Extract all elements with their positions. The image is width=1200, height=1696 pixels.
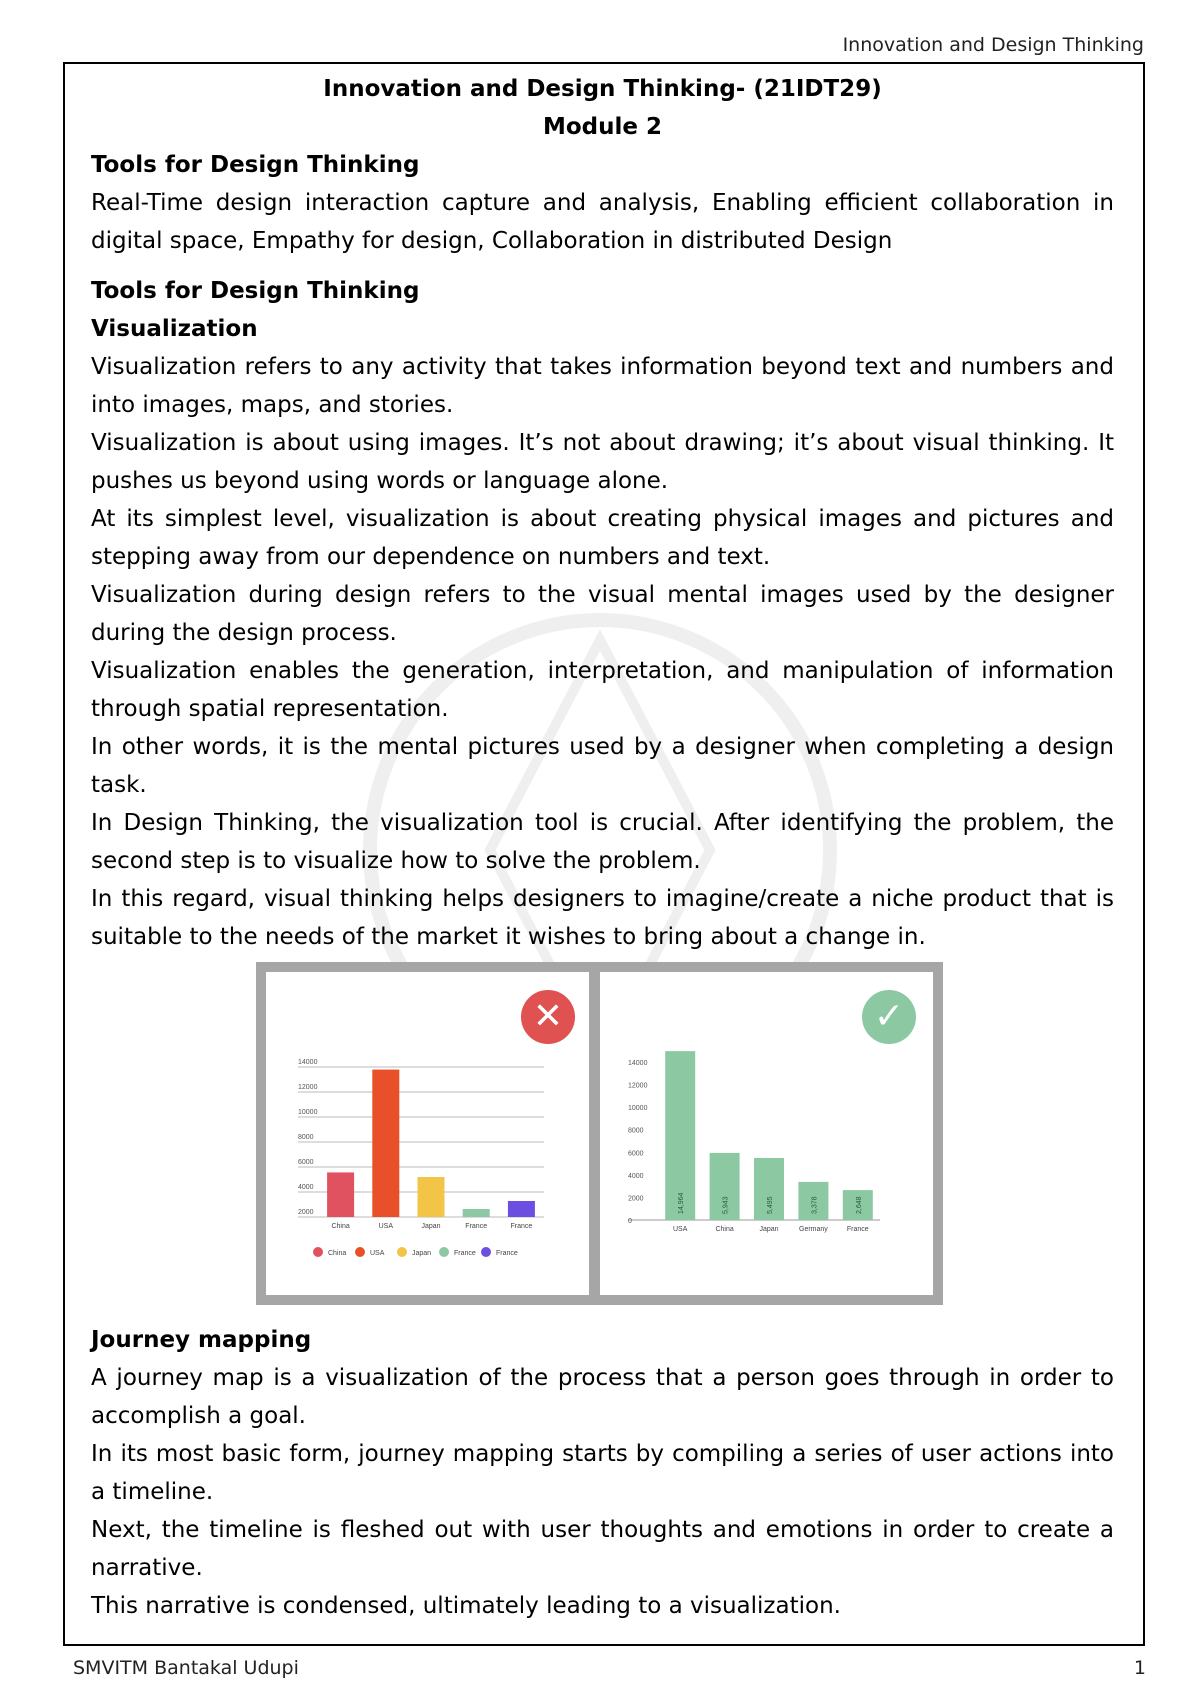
y-tick-label: 10000 [628, 1105, 648, 1113]
data-label: 5,495 [767, 1196, 774, 1214]
legend-label: France [496, 1250, 518, 1257]
y-tick-label: 4000 [628, 1172, 644, 1180]
bad-chart-panel [266, 972, 589, 1295]
legend-swatch [481, 1247, 491, 1257]
legend-label: China [328, 1250, 347, 1257]
legend-label: USA [370, 1250, 385, 1257]
y-tick-label: 8000 [298, 1134, 314, 1141]
legend-swatch [313, 1247, 323, 1257]
paragraph: A journey map is a visualization of the process that a person goes through in order to accomplish a goal. [91, 1365, 1114, 1429]
bar [372, 1070, 399, 1217]
x-tick-label: China [715, 1226, 734, 1233]
x-tick-label: China [331, 1223, 350, 1230]
section1-text: Real-Time design interaction capture and analysis, Enabling efficient collaboration in digital space, Empathy for design, Collaboration in distributed Design [91, 190, 1114, 254]
y-tick-label: 2000 [628, 1195, 644, 1203]
section1-heading: Tools for Design Thinking [91, 152, 420, 178]
data-label: 3,378 [811, 1196, 819, 1214]
y-tick-label: 4000 [298, 1184, 314, 1191]
legend-swatch [397, 1247, 407, 1257]
running-header: Innovation and Design Thinking [842, 34, 1144, 56]
bar [508, 1201, 535, 1217]
y-tick-label: 12000 [298, 1084, 318, 1091]
cross-icon: ✕ [521, 990, 575, 1044]
chart-comparison-figure [256, 962, 943, 1305]
x-tick-label: France [846, 1226, 869, 1233]
x-tick-label: Japan [759, 1226, 779, 1233]
x-tick-label: France [465, 1223, 488, 1230]
y-tick-label: 6000 [628, 1150, 644, 1158]
x-tick-label: USA [378, 1223, 394, 1230]
paragraph: In other words, it is the mental pictures used by a designer when completing a design task. [91, 734, 1114, 798]
paragraph: Visualization during design refers to the visual mental images used by the designer during the design process. [91, 582, 1114, 646]
x-tick-label: France [510, 1223, 533, 1230]
paragraph: Visualization is about using images. It’s not about drawing; it’s about visual thinking. It pushes us beyond using words or language alone. [91, 430, 1114, 494]
y-tick-label: 14000 [298, 1059, 318, 1066]
paragraph: In Design Thinking, the visualization tool is crucial. After identifying the problem, the second step is to visualize how to solve the problem. [91, 810, 1114, 874]
paragraph: Visualization refers to any activity that takes information beyond text and numbers and into images, maps, and stories. [91, 354, 1114, 418]
document-body [91, 70, 1114, 1625]
data-label: 14,964 [678, 1192, 686, 1214]
page-number: 1 [1133, 1657, 1146, 1679]
paragraph: Visualization enables the generation, interpretation, and manipulation of information through spatial representation. [91, 658, 1114, 722]
footer-institution: SMVITM Bantakal Udupi [73, 1657, 299, 1679]
y-tick-label: 2000 [298, 1209, 314, 1216]
legend-label: Japan [412, 1250, 432, 1257]
section2-heading: Tools for Design Thinking [91, 278, 420, 304]
bar [327, 1172, 354, 1217]
x-tick-label: Germany [799, 1226, 828, 1233]
legend-label: France [454, 1250, 476, 1257]
y-tick-label: 8000 [628, 1127, 644, 1135]
x-tick-label: Japan [421, 1223, 441, 1230]
paragraph: In its most basic form, journey mapping starts by compiling a series of user actions into a timeline. [91, 1441, 1114, 1505]
journey-mapping-heading: Journey mapping [91, 1327, 312, 1353]
good-bar-chart [600, 972, 933, 1295]
check-icon: ✓ [862, 990, 916, 1044]
paragraph: Next, the timeline is fleshed out with user thoughts and emotions in order to create a narrative. [91, 1517, 1114, 1581]
data-label: 2,648 [855, 1196, 863, 1214]
y-tick-label: 10000 [298, 1109, 318, 1116]
legend-swatch [439, 1247, 449, 1257]
paragraph: At its simplest level, visualization is about creating physical images and pictures and stepping away from our dependence on numbers and text. [91, 506, 1114, 570]
good-chart-panel [600, 972, 933, 1295]
document-title: Innovation and Design Thinking- (21IDT29) [323, 76, 882, 102]
y-tick-label: 6000 [298, 1159, 314, 1166]
y-tick-label: 14000 [628, 1060, 648, 1067]
visualization-heading: Visualization [91, 316, 258, 342]
y-tick-label: 0 [628, 1218, 632, 1225]
paragraph: In this regard, visual thinking helps designers to imagine/create a niche product that is suitable to the needs of the market it wishes to bring about a change in. [91, 886, 1114, 950]
data-label: 5,943 [722, 1196, 730, 1214]
module-title: Module 2 [542, 114, 663, 140]
paragraph: This narrative is condensed, ultimately leading to a visualization. [91, 1593, 841, 1619]
bar [418, 1177, 445, 1217]
bar [463, 1209, 490, 1217]
x-tick-label: USA [672, 1226, 688, 1233]
y-tick-label: 12000 [628, 1082, 648, 1090]
bad-bar-chart [266, 972, 589, 1295]
legend-swatch [355, 1247, 365, 1257]
